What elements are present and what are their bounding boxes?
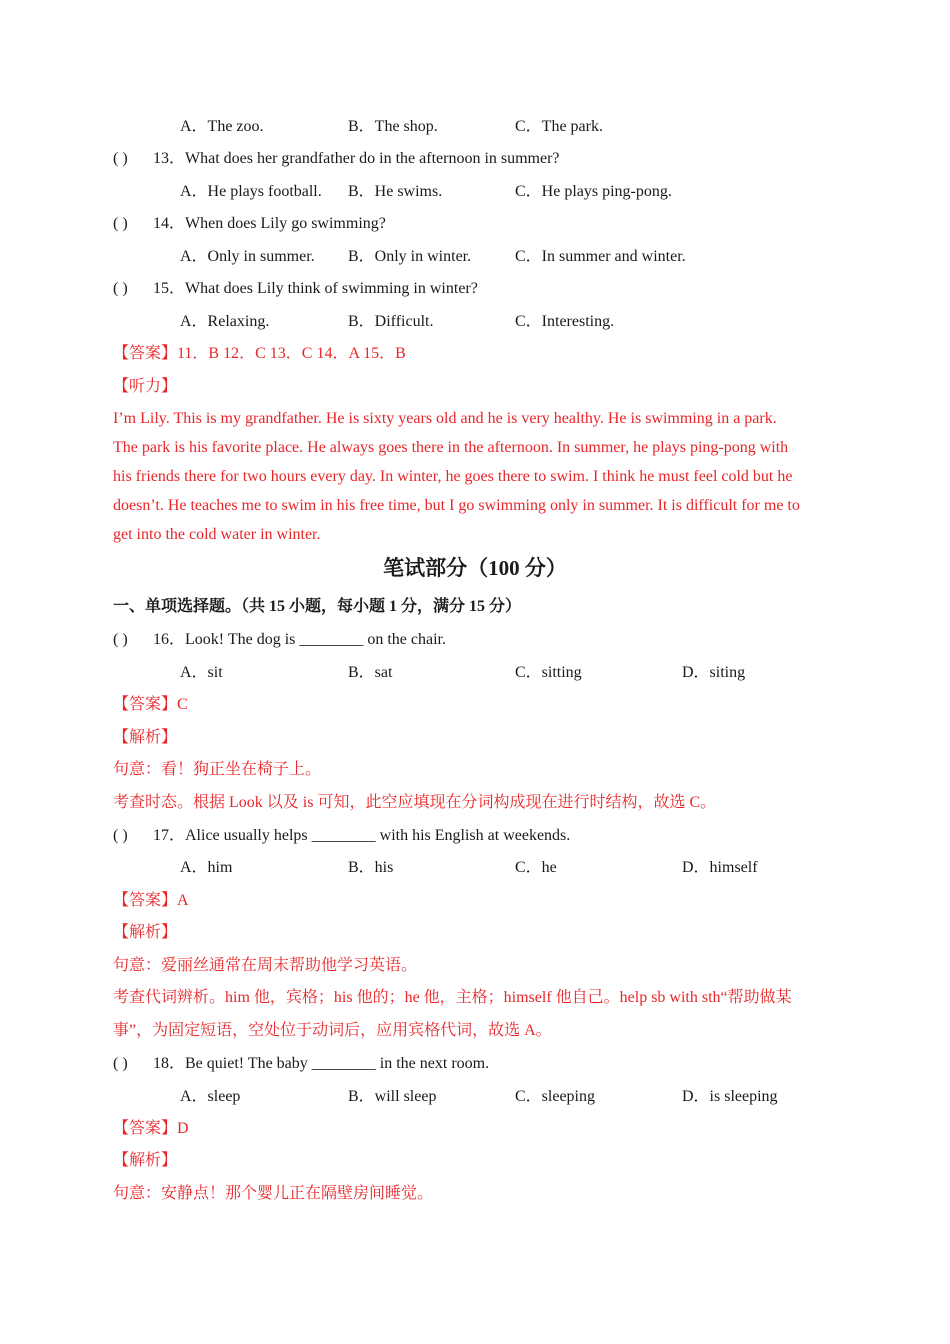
q17-analysis-label: 【解析】 bbox=[113, 924, 178, 941]
q16-answer bbox=[113, 695, 188, 715]
answer-blank: ( ) bbox=[113, 280, 128, 297]
question-text: 13．What does her grandfather do in the afternoon in summer? bbox=[153, 150, 560, 167]
script-line: The park is his favorite place. He always goes there in the afternoon. In summer, he plays ping-pong with bbox=[113, 439, 789, 456]
option-a: A．Relaxing. bbox=[180, 313, 270, 330]
option-d: D．is sleeping bbox=[682, 1088, 778, 1105]
option-d: D．siting bbox=[682, 664, 746, 681]
option-b: B．He swims. bbox=[348, 183, 443, 200]
q18-answer bbox=[113, 1119, 189, 1139]
option-b: B．Difficult. bbox=[348, 313, 434, 330]
listening-label: 【听力】 bbox=[113, 378, 178, 395]
script-line: get into the cold water in winter. bbox=[113, 526, 321, 543]
option-c: C．Interesting. bbox=[515, 313, 615, 330]
answer-blank: ( ) bbox=[113, 631, 128, 648]
section-1-title: 一、单项选择题。（共 15 小题，每小题 1 分，满分 15 分） bbox=[113, 598, 522, 615]
option-a: A．sit bbox=[180, 664, 223, 681]
question-text: 14．When does Lily go swimming? bbox=[153, 215, 386, 232]
option-b: B．sat bbox=[348, 664, 393, 681]
option-b: B．The shop. bbox=[348, 118, 438, 135]
listening-script bbox=[113, 404, 838, 549]
question-18 bbox=[113, 1054, 489, 1074]
option-c: C．sleeping bbox=[515, 1088, 595, 1105]
answer-tag: 【答案】 bbox=[113, 1120, 178, 1137]
q18-analysis-label: 【解析】 bbox=[113, 1152, 178, 1169]
answer-tag: 【答案】 bbox=[113, 892, 178, 909]
answer-value: D bbox=[177, 1120, 189, 1137]
answer-blank: ( ) bbox=[113, 215, 128, 232]
option-a: A．He plays football. bbox=[180, 183, 322, 200]
question-16 bbox=[113, 630, 446, 650]
option-c: C．He plays ping-pong. bbox=[515, 183, 672, 200]
question-15 bbox=[113, 279, 478, 299]
q18-meaning: 句意：安静点！那个婴儿正在隔壁房间睡觉。 bbox=[113, 1185, 434, 1202]
answer-tag: 【答案】 bbox=[113, 696, 178, 713]
option-b: B．his bbox=[348, 859, 394, 876]
option-c: C．he bbox=[515, 859, 557, 876]
q16-explanation: 考查时态。根据 Look 以及 is 可知，此空应填现在分词构成现在进行时结构，故选 C。 bbox=[113, 794, 717, 811]
answer-blank: ( ) bbox=[113, 1055, 128, 1072]
option-b: B．Only in winter. bbox=[348, 248, 472, 265]
q16-meaning: 句意：看！狗正坐在椅子上。 bbox=[113, 761, 322, 778]
q17-answer bbox=[113, 891, 189, 911]
option-c: C．In summer and winter. bbox=[515, 248, 686, 265]
answer-tag: 【答案】 bbox=[113, 345, 178, 362]
option-c: C．sitting bbox=[515, 664, 582, 681]
question-text: 18．Be quiet! The baby ________ in the next room. bbox=[153, 1055, 490, 1072]
written-section-heading: 笔试部分（100 分） bbox=[383, 556, 567, 580]
script-line: doesn’t. He teaches me to swim in his free time, but I go swimming only in summer. It is difficult for me to bbox=[113, 497, 800, 514]
answer-value: C bbox=[177, 696, 188, 713]
question-text: 15．What does Lily think of swimming in winter? bbox=[153, 280, 478, 297]
option-c: C．The park. bbox=[515, 118, 603, 135]
answer-blank: ( ) bbox=[113, 150, 128, 167]
option-a: A．sleep bbox=[180, 1088, 241, 1105]
answer-blank: ( ) bbox=[113, 827, 128, 844]
script-line: his friends there for two hours every day. In winter, he goes there to swim. I think he must feel cold but he bbox=[113, 468, 793, 485]
question-text: 16．Look! The dog is ________ on the chair. bbox=[153, 631, 447, 648]
question-text: 17．Alice usually helps ________ with his English at weekends. bbox=[153, 827, 571, 844]
listening-answer bbox=[113, 344, 406, 364]
question-17 bbox=[113, 826, 570, 846]
q16-analysis-label: 【解析】 bbox=[113, 729, 178, 746]
option-a: A．The zoo. bbox=[180, 118, 264, 135]
option-b: B．will sleep bbox=[348, 1088, 437, 1105]
q17-explanation-cont: 事”，为固定短语，空处位于动词后，应用宾格代词，故选 A。 bbox=[113, 1022, 552, 1039]
question-13 bbox=[113, 149, 560, 169]
option-a: A．Only in summer. bbox=[180, 248, 315, 265]
option-d: D．himself bbox=[682, 859, 758, 876]
script-line: I’m Lily. This is my grandfather. He is sixty years old and he is very healthy. He is swimming in a park. bbox=[113, 410, 777, 427]
answer-text: 11．B 12．C 13．C 14．A 15．B bbox=[177, 345, 406, 362]
question-14 bbox=[113, 214, 386, 234]
q17-explanation: 考查代词辨析。him 他，宾格；his 他的；he 他，主格；himself 他自己。help sb with sth“帮助做某 bbox=[113, 989, 792, 1006]
q17-meaning: 句意：爱丽丝通常在周末帮助他学习英语。 bbox=[113, 957, 418, 974]
answer-value: A bbox=[177, 892, 189, 909]
option-a: A．him bbox=[180, 859, 233, 876]
